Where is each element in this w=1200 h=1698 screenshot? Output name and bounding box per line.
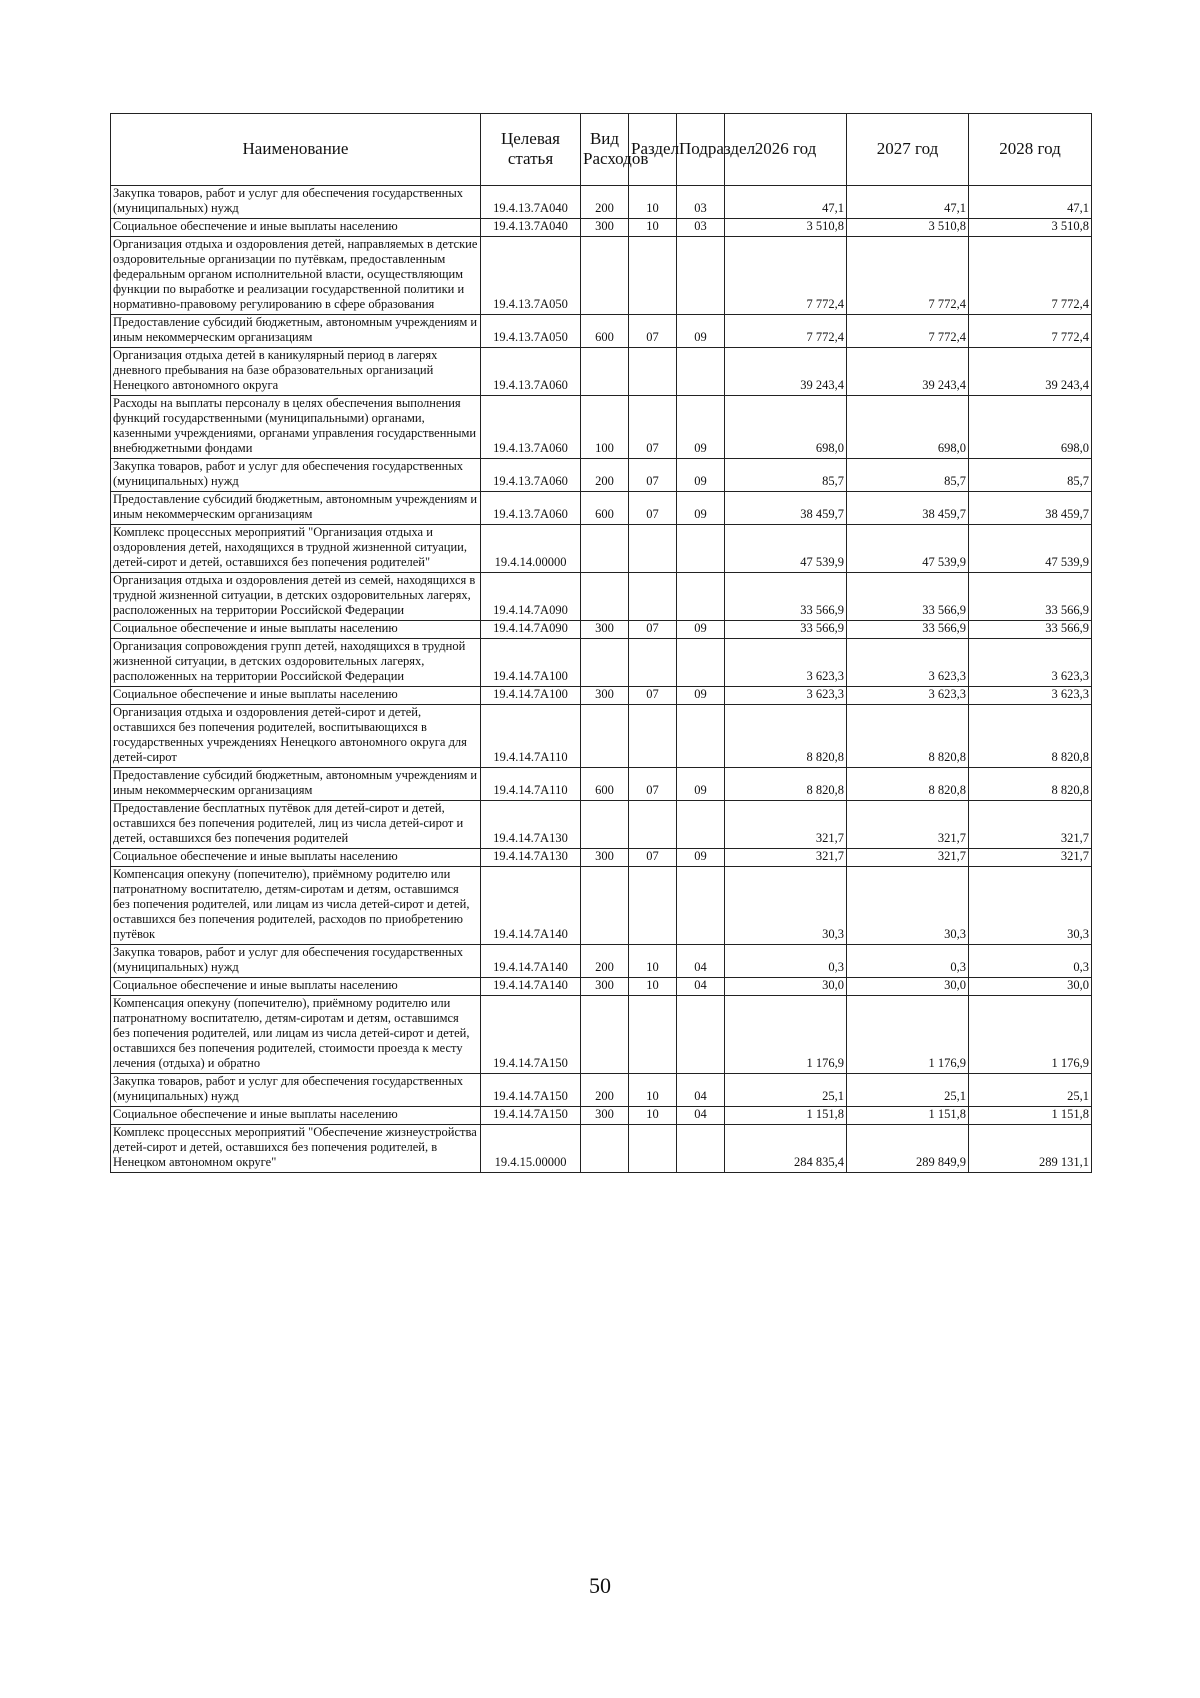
row-name: Закупка товаров, работ и услуг для обеспечения государственных (муниципальных) нужд xyxy=(111,459,481,492)
header-target-article: Целевая статья xyxy=(481,114,581,186)
row-target-article: 19.4.14.7А140 xyxy=(481,978,581,996)
row-subsection xyxy=(677,996,725,1074)
row-value-2028: 321,7 xyxy=(969,801,1092,849)
header-row xyxy=(111,114,1092,186)
row-section: 07 xyxy=(629,396,677,459)
row-expense-type: 300 xyxy=(581,687,629,705)
row-value-2028: 3 510,8 xyxy=(969,219,1092,237)
row-section: 10 xyxy=(629,1074,677,1107)
row-name: Организация отдыха и оздоровления детей из семей, находящихся в трудной жизненной ситуации, в детских оздоровительных лагерях, расположенных на территории Российской Федерации xyxy=(111,573,481,621)
row-value-2027: 3 623,3 xyxy=(847,639,969,687)
table-row xyxy=(111,849,1092,867)
row-value-2027: 321,7 xyxy=(847,801,969,849)
table-row xyxy=(111,315,1092,348)
row-target-article: 19.4.13.7А060 xyxy=(481,459,581,492)
row-target-article: 19.4.14.7А100 xyxy=(481,639,581,687)
row-section xyxy=(629,348,677,396)
table-row xyxy=(111,525,1092,573)
row-value-2027: 38 459,7 xyxy=(847,492,969,525)
row-subsection: 04 xyxy=(677,945,725,978)
row-section: 10 xyxy=(629,219,677,237)
table-row xyxy=(111,687,1092,705)
row-value-2028: 1 176,9 xyxy=(969,996,1092,1074)
row-expense-type: 200 xyxy=(581,459,629,492)
row-expense-type: 300 xyxy=(581,849,629,867)
row-subsection: 09 xyxy=(677,687,725,705)
row-expense-type xyxy=(581,573,629,621)
row-subsection xyxy=(677,639,725,687)
table-row xyxy=(111,219,1092,237)
row-value-2027: 321,7 xyxy=(847,849,969,867)
budget-table xyxy=(110,113,1092,1173)
row-value-2026: 1 176,9 xyxy=(725,996,847,1074)
row-section xyxy=(629,525,677,573)
row-target-article: 19.4.14.7А150 xyxy=(481,1107,581,1125)
row-value-2028: 47,1 xyxy=(969,186,1092,219)
row-name: Предоставление субсидий бюджетным, автономным учреждениям и иным некоммерческим организациям xyxy=(111,315,481,348)
row-section xyxy=(629,237,677,315)
row-expense-type xyxy=(581,996,629,1074)
header-year-2026: 2026 год xyxy=(725,114,847,186)
row-value-2026: 3 623,3 xyxy=(725,639,847,687)
row-name: Организация отдыха и оздоровления детей, направляемых в детские оздоровительные организации по путёвкам, предоставленным федеральным органом исполнительной власти, осуществляющим функции по выработке и реализации государственной политики и нормативно-правовому регулированию в сфере образования xyxy=(111,237,481,315)
row-name: Социальное обеспечение и иные выплаты населению xyxy=(111,978,481,996)
row-value-2027: 85,7 xyxy=(847,459,969,492)
row-name: Социальное обеспечение и иные выплаты населению xyxy=(111,1107,481,1125)
row-value-2027: 8 820,8 xyxy=(847,768,969,801)
row-value-2027: 8 820,8 xyxy=(847,705,969,768)
row-value-2027: 47,1 xyxy=(847,186,969,219)
table-row xyxy=(111,978,1092,996)
row-expense-type xyxy=(581,348,629,396)
row-value-2026: 3 623,3 xyxy=(725,687,847,705)
row-value-2028: 7 772,4 xyxy=(969,315,1092,348)
row-section: 10 xyxy=(629,945,677,978)
row-value-2028: 47 539,9 xyxy=(969,525,1092,573)
row-expense-type xyxy=(581,867,629,945)
row-subsection: 04 xyxy=(677,1074,725,1107)
table-row xyxy=(111,396,1092,459)
row-name: Предоставление субсидий бюджетным, автономным учреждениям и иным некоммерческим организациям xyxy=(111,768,481,801)
row-section xyxy=(629,867,677,945)
table-row xyxy=(111,573,1092,621)
row-name: Закупка товаров, работ и услуг для обеспечения государственных (муниципальных) нужд xyxy=(111,945,481,978)
row-value-2027: 33 566,9 xyxy=(847,621,969,639)
row-value-2028: 3 623,3 xyxy=(969,687,1092,705)
row-target-article: 19.4.14.7А140 xyxy=(481,867,581,945)
row-target-article: 19.4.13.7А040 xyxy=(481,219,581,237)
table-row xyxy=(111,621,1092,639)
row-section: 07 xyxy=(629,621,677,639)
header-section: Раздел xyxy=(629,114,677,186)
row-target-article: 19.4.14.7А110 xyxy=(481,705,581,768)
page-number: 50 xyxy=(589,1573,611,1598)
row-value-2026: 698,0 xyxy=(725,396,847,459)
row-expense-type xyxy=(581,1125,629,1173)
row-value-2027: 30,0 xyxy=(847,978,969,996)
row-value-2027: 0,3 xyxy=(847,945,969,978)
row-section: 07 xyxy=(629,768,677,801)
header-expense-type: Вид Расходов xyxy=(581,114,629,186)
header-year-2028: 2028 год xyxy=(969,114,1092,186)
row-subsection: 04 xyxy=(677,1107,725,1125)
row-expense-type: 600 xyxy=(581,768,629,801)
row-value-2026: 1 151,8 xyxy=(725,1107,847,1125)
row-name: Предоставление субсидий бюджетным, автономным учреждениям и иным некоммерческим организациям xyxy=(111,492,481,525)
row-section xyxy=(629,639,677,687)
table-row xyxy=(111,1125,1092,1173)
table-row xyxy=(111,867,1092,945)
row-value-2027: 30,3 xyxy=(847,867,969,945)
row-expense-type: 200 xyxy=(581,945,629,978)
row-value-2028: 0,3 xyxy=(969,945,1092,978)
row-subsection xyxy=(677,867,725,945)
row-value-2028: 8 820,8 xyxy=(969,768,1092,801)
row-value-2027: 25,1 xyxy=(847,1074,969,1107)
row-value-2028: 7 772,4 xyxy=(969,237,1092,315)
row-name: Закупка товаров, работ и услуг для обеспечения государственных (муниципальных) нужд xyxy=(111,186,481,219)
row-expense-type xyxy=(581,705,629,768)
table-row xyxy=(111,996,1092,1074)
row-target-article: 19.4.14.7А150 xyxy=(481,996,581,1074)
table-row xyxy=(111,945,1092,978)
row-value-2026: 85,7 xyxy=(725,459,847,492)
row-value-2028: 30,3 xyxy=(969,867,1092,945)
row-subsection xyxy=(677,1125,725,1173)
table-row xyxy=(111,492,1092,525)
row-section: 10 xyxy=(629,978,677,996)
row-section xyxy=(629,573,677,621)
row-expense-type: 600 xyxy=(581,492,629,525)
row-target-article: 19.4.13.7А040 xyxy=(481,186,581,219)
row-value-2026: 30,3 xyxy=(725,867,847,945)
row-subsection: 09 xyxy=(677,315,725,348)
row-target-article: 19.4.14.7А130 xyxy=(481,801,581,849)
row-target-article: 19.4.14.7А100 xyxy=(481,687,581,705)
row-value-2028: 698,0 xyxy=(969,396,1092,459)
row-target-article: 19.4.14.7А150 xyxy=(481,1074,581,1107)
row-value-2026: 30,0 xyxy=(725,978,847,996)
row-value-2028: 3 623,3 xyxy=(969,639,1092,687)
row-section xyxy=(629,996,677,1074)
row-value-2028: 85,7 xyxy=(969,459,1092,492)
row-expense-type: 200 xyxy=(581,186,629,219)
table-row xyxy=(111,348,1092,396)
table-row xyxy=(111,237,1092,315)
table-row xyxy=(111,1107,1092,1125)
row-subsection xyxy=(677,237,725,315)
row-subsection: 09 xyxy=(677,768,725,801)
row-subsection: 09 xyxy=(677,492,725,525)
row-value-2028: 321,7 xyxy=(969,849,1092,867)
row-target-article: 19.4.13.7А060 xyxy=(481,348,581,396)
row-value-2026: 33 566,9 xyxy=(725,621,847,639)
row-value-2026: 3 510,8 xyxy=(725,219,847,237)
table-row xyxy=(111,459,1092,492)
row-value-2026: 7 772,4 xyxy=(725,237,847,315)
row-value-2026: 7 772,4 xyxy=(725,315,847,348)
row-target-article: 19.4.14.00000 xyxy=(481,525,581,573)
row-expense-type: 300 xyxy=(581,978,629,996)
row-target-article: 19.4.13.7А060 xyxy=(481,396,581,459)
row-subsection: 09 xyxy=(677,849,725,867)
row-subsection: 03 xyxy=(677,219,725,237)
row-value-2026: 25,1 xyxy=(725,1074,847,1107)
row-subsection xyxy=(677,348,725,396)
row-value-2028: 1 151,8 xyxy=(969,1107,1092,1125)
row-section: 07 xyxy=(629,315,677,348)
row-section xyxy=(629,705,677,768)
row-value-2026: 0,3 xyxy=(725,945,847,978)
row-expense-type xyxy=(581,525,629,573)
row-name: Социальное обеспечение и иные выплаты населению xyxy=(111,687,481,705)
table-row xyxy=(111,639,1092,687)
row-name: Компенсация опекуну (попечителю), приёмному родителю или патронатному воспитателю, детям-сиротам и детям, оставшимся без попечения родителей, или лицам из числа детей-сирот и детей, оставшихся без попечения родителей, стоимости проезда к месту лечения (отдыха) и обратно xyxy=(111,996,481,1074)
row-value-2027: 289 849,9 xyxy=(847,1125,969,1173)
row-value-2027: 47 539,9 xyxy=(847,525,969,573)
table-row xyxy=(111,768,1092,801)
row-value-2026: 321,7 xyxy=(725,801,847,849)
header-subsection: Подраздел xyxy=(677,114,725,186)
row-expense-type xyxy=(581,237,629,315)
row-name: Компенсация опекуну (попечителю), приёмному родителю или патронатному воспитателю, детям-сиротам и детям, оставшимся без попечения родителей, или лицам из числа детей-сирот и детей, оставшихся без попечения родителей, расходов по приобретению путёвок xyxy=(111,867,481,945)
row-target-article: 19.4.14.7А090 xyxy=(481,573,581,621)
row-target-article: 19.4.14.7А110 xyxy=(481,768,581,801)
row-target-article: 19.4.14.7А090 xyxy=(481,621,581,639)
row-expense-type xyxy=(581,639,629,687)
row-name: Закупка товаров, работ и услуг для обеспечения государственных (муниципальных) нужд xyxy=(111,1074,481,1107)
row-value-2028: 30,0 xyxy=(969,978,1092,996)
row-section: 07 xyxy=(629,492,677,525)
row-expense-type: 300 xyxy=(581,219,629,237)
row-value-2026: 284 835,4 xyxy=(725,1125,847,1173)
row-subsection: 04 xyxy=(677,978,725,996)
row-value-2027: 7 772,4 xyxy=(847,237,969,315)
row-subsection xyxy=(677,525,725,573)
table-row xyxy=(111,1074,1092,1107)
row-subsection xyxy=(677,573,725,621)
row-value-2026: 321,7 xyxy=(725,849,847,867)
row-value-2027: 1 151,8 xyxy=(847,1107,969,1125)
row-subsection xyxy=(677,705,725,768)
row-value-2028: 8 820,8 xyxy=(969,705,1092,768)
row-name: Социальное обеспечение и иные выплаты населению xyxy=(111,621,481,639)
row-name: Организация отдыха детей в каникулярный период в лагерях дневного пребывания на базе образовательных организаций Ненецкого автономного округа xyxy=(111,348,481,396)
header-year-2027: 2027 год xyxy=(847,114,969,186)
table-row xyxy=(111,705,1092,768)
header-name: Наименование xyxy=(111,114,481,186)
row-subsection: 09 xyxy=(677,459,725,492)
row-name: Организация сопровождения групп детей, находящихся в трудной жизненной ситуации, в детских оздоровительных лагерях, расположенных на территории Российской Федерации xyxy=(111,639,481,687)
row-target-article: 19.4.13.7А050 xyxy=(481,315,581,348)
row-value-2028: 39 243,4 xyxy=(969,348,1092,396)
row-value-2027: 1 176,9 xyxy=(847,996,969,1074)
row-expense-type: 300 xyxy=(581,1107,629,1125)
row-value-2028: 33 566,9 xyxy=(969,573,1092,621)
row-value-2026: 47,1 xyxy=(725,186,847,219)
row-expense-type: 300 xyxy=(581,621,629,639)
row-value-2028: 25,1 xyxy=(969,1074,1092,1107)
row-target-article: 19.4.14.7А130 xyxy=(481,849,581,867)
row-expense-type: 600 xyxy=(581,315,629,348)
row-section: 07 xyxy=(629,687,677,705)
row-section: 10 xyxy=(629,186,677,219)
table-body xyxy=(111,186,1092,1173)
row-value-2026: 39 243,4 xyxy=(725,348,847,396)
row-value-2026: 47 539,9 xyxy=(725,525,847,573)
row-name: Расходы на выплаты персоналу в целях обеспечения выполнения функций государственными (муниципальными) органами, казенными учреждениями, органами управления государственными внебюджетными фондами xyxy=(111,396,481,459)
row-section xyxy=(629,801,677,849)
row-name: Организация отдыха и оздоровления детей-сирот и детей, оставшихся без попечения родителей, воспитывающихся в государственных учреждениях Ненецкого автономного округа для детей-сирот xyxy=(111,705,481,768)
row-section: 07 xyxy=(629,849,677,867)
row-value-2027: 39 243,4 xyxy=(847,348,969,396)
row-expense-type: 200 xyxy=(581,1074,629,1107)
row-target-article: 19.4.15.00000 xyxy=(481,1125,581,1173)
row-value-2027: 698,0 xyxy=(847,396,969,459)
row-subsection: 09 xyxy=(677,621,725,639)
row-value-2026: 8 820,8 xyxy=(725,705,847,768)
row-value-2028: 38 459,7 xyxy=(969,492,1092,525)
row-name: Социальное обеспечение и иные выплаты населению xyxy=(111,219,481,237)
row-value-2026: 33 566,9 xyxy=(725,573,847,621)
row-value-2027: 7 772,4 xyxy=(847,315,969,348)
row-value-2026: 38 459,7 xyxy=(725,492,847,525)
row-subsection xyxy=(677,801,725,849)
row-section xyxy=(629,1125,677,1173)
row-value-2027: 33 566,9 xyxy=(847,573,969,621)
row-name: Комплекс процессных мероприятий "Обеспечение жизнеустройства детей-сирот и детей, оставшихся без попечения родителей, в Ненецком автономном округе" xyxy=(111,1125,481,1173)
row-value-2027: 3 623,3 xyxy=(847,687,969,705)
row-value-2028: 289 131,1 xyxy=(969,1125,1092,1173)
row-target-article: 19.4.14.7А140 xyxy=(481,945,581,978)
row-expense-type: 100 xyxy=(581,396,629,459)
row-value-2028: 33 566,9 xyxy=(969,621,1092,639)
row-section: 10 xyxy=(629,1107,677,1125)
row-subsection: 03 xyxy=(677,186,725,219)
row-section: 07 xyxy=(629,459,677,492)
row-name: Комплекс процессных мероприятий "Организация отдыха и оздоровления детей, находящихся в трудной жизненной ситуации, детей-сирот и детей, оставшихся без попечения родителей" xyxy=(111,525,481,573)
row-target-article: 19.4.13.7А050 xyxy=(481,237,581,315)
row-name: Социальное обеспечение и иные выплаты населению xyxy=(111,849,481,867)
row-subsection: 09 xyxy=(677,396,725,459)
row-value-2027: 3 510,8 xyxy=(847,219,969,237)
table-row xyxy=(111,186,1092,219)
row-expense-type xyxy=(581,801,629,849)
table-row xyxy=(111,801,1092,849)
row-target-article: 19.4.13.7А060 xyxy=(481,492,581,525)
row-name: Предоставление бесплатных путёвок для детей-сирот и детей, оставшихся без попечения родителей, лиц из числа детей-сирот и детей, оставшихся без попечения родителей xyxy=(111,801,481,849)
row-value-2026: 8 820,8 xyxy=(725,768,847,801)
